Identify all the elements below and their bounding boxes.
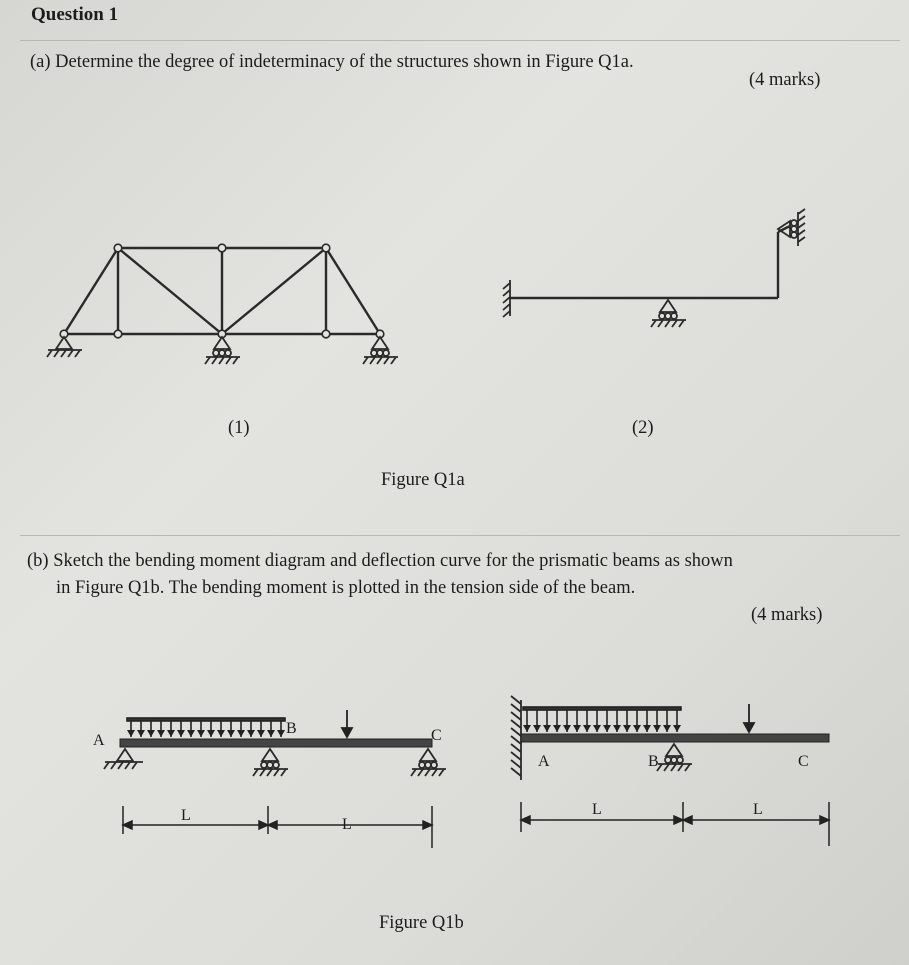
beam-2-label-c: C — [798, 753, 809, 770]
part-a-marks: (4 marks) — [749, 70, 821, 90]
beam-1-roller-support-c — [411, 749, 446, 776]
beam-2-span-label-2: L — [753, 801, 763, 818]
beam-2-member — [521, 734, 829, 742]
beam-2-roller-support-b — [657, 744, 692, 771]
truss-diagonal-left — [118, 248, 222, 334]
part-a-text: (a) Determine the degree of indeterminacy of the structures shown in Figure Q1a. — [30, 52, 634, 72]
truss-right-end-diagonal — [326, 248, 380, 334]
part-b-text-line2: in Figure Q1b. The bending moment is plotted in the tension side of the beam. — [56, 578, 636, 598]
truss-left-end-diagonal — [64, 248, 118, 334]
frame-fixed-support-left — [503, 280, 510, 317]
beam-2-label-a: A — [538, 753, 550, 770]
question-heading: Question 1 — [31, 4, 119, 25]
beam-2-udl-arrowheads — [523, 725, 681, 732]
beam-1-label-b: B — [286, 720, 297, 737]
truss-structure — [64, 248, 380, 334]
truss-pin-support-left — [47, 337, 82, 357]
beam-2-label-b: B — [648, 753, 659, 770]
figure-q1b-caption: Figure Q1b — [379, 913, 464, 933]
truss-roller-support-middle — [205, 337, 240, 364]
beam-1-roller-support-b — [253, 749, 288, 776]
beam-1-member — [120, 739, 432, 747]
beam-1-span-label-1: L — [181, 807, 191, 824]
beam-1 — [93, 710, 446, 848]
structure-2-label: (2) — [632, 418, 654, 438]
beam-1-udl-arrowheads — [127, 730, 285, 737]
beam-2-point-load-arrow — [744, 704, 754, 732]
truss-roller-support-right — [363, 337, 398, 364]
beam-1-dimension-line — [123, 806, 432, 848]
beam-1-label-c: C — [431, 727, 442, 744]
beam-1-label-a: A — [93, 732, 105, 749]
part-b-text-line1: (b) Sketch the bending moment diagram and deflection curve for the prismatic beams as shown — [27, 551, 733, 571]
beam-2-dimension-line — [521, 802, 829, 846]
structure-1-label: (1) — [228, 418, 250, 438]
beam-2 — [511, 696, 829, 846]
figure-q1a-caption: Figure Q1a — [381, 470, 465, 490]
beam-2-fixed-support-a — [511, 696, 521, 780]
beam-1-pin-support-a — [104, 749, 143, 769]
truss-diagonal-right — [222, 248, 326, 334]
frame-roller-support-right — [778, 209, 805, 246]
frame-structure — [510, 226, 790, 298]
part-b-marks: (4 marks) — [751, 605, 823, 625]
beam-2-span-label-1: L — [592, 801, 602, 818]
beam-1-span-label-2: L — [342, 816, 352, 833]
beam-1-point-load-arrow — [342, 710, 352, 737]
frame-roller-support-middle — [651, 300, 686, 327]
